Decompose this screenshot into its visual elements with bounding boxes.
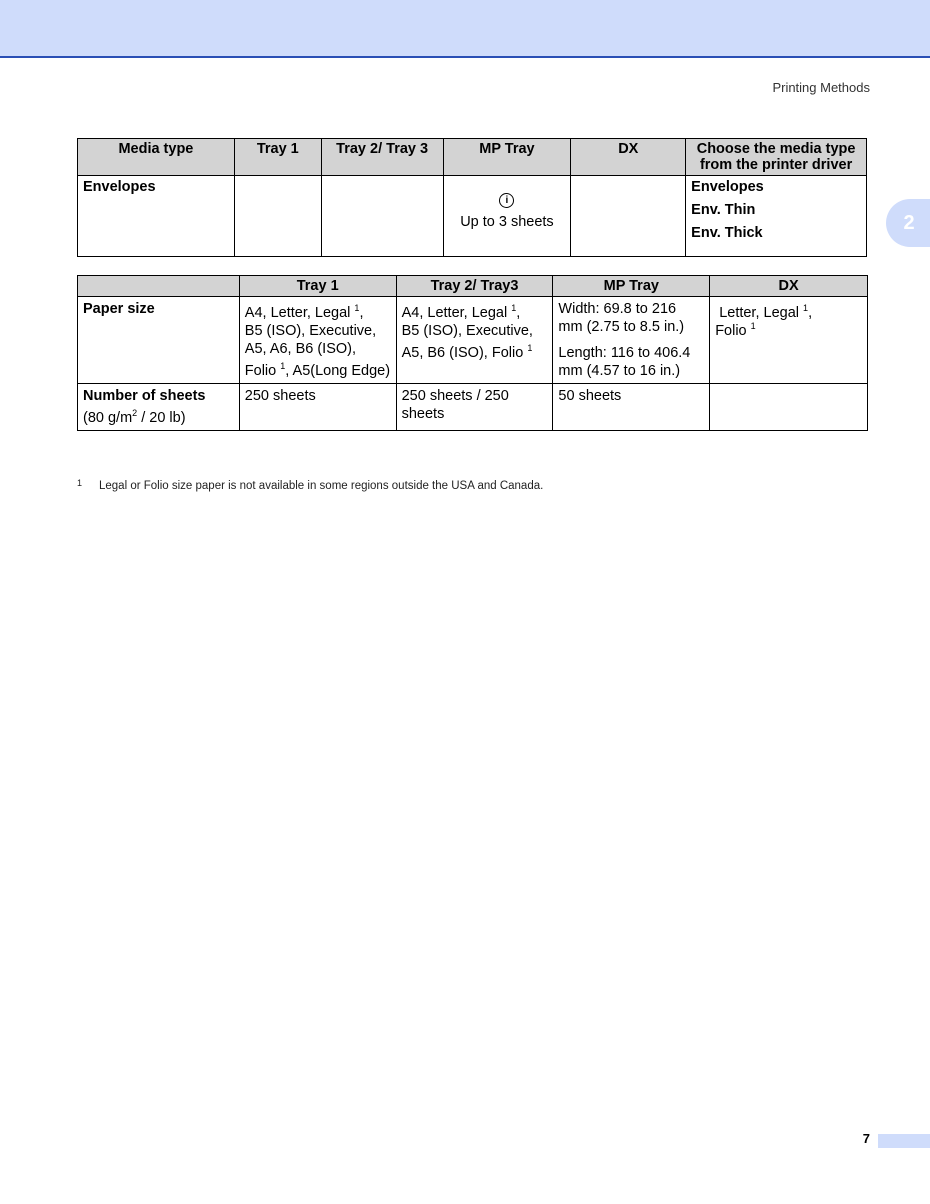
table-row <box>78 384 868 431</box>
media-envelopes: Envelopes <box>78 176 235 257</box>
col-mp-tray: MP Tray <box>443 139 571 176</box>
footnote-ref: 1 <box>354 303 360 314</box>
col-dx: DX <box>571 139 686 176</box>
col-mp-tray: MP Tray <box>553 276 710 297</box>
col-tray1: Tray 1 <box>234 139 321 176</box>
table-row <box>78 176 867 257</box>
col-media-type: Media type <box>78 139 235 176</box>
info-icon: i <box>499 193 514 208</box>
table-row <box>78 297 868 384</box>
row-label-paper-size: Paper size <box>78 297 240 384</box>
col-tray23: Tray 2/ Tray 3 <box>321 139 443 176</box>
cell-tray1-sizes: A4, Letter, Legal $^1$, B5 (ISO), Executive, A5, A6, B6 (ISO), Folio $^1$, A5(Long Edge) <box>239 297 396 384</box>
table-header-row <box>78 276 868 297</box>
driver-option: Envelopes <box>691 179 764 195</box>
cell-mp-sheets: 50 sheets <box>553 384 710 431</box>
cell-dx <box>571 176 686 257</box>
driver-option: Env. Thick <box>691 225 763 241</box>
cell-tray23-sheets: 250 sheets / 250 sheets <box>396 384 553 431</box>
media-type-table <box>77 138 867 257</box>
section-title: Printing Methods <box>772 80 870 95</box>
mp-length: Length: 116 to 406.4 mm (4.57 to 16 in.) <box>558 345 691 379</box>
col-blank <box>78 276 240 297</box>
footnote-ref: 1 <box>803 303 809 314</box>
col-driver: Choose the media type from the printer driver <box>686 139 867 176</box>
col-tray23: Tray 2/ Tray3 <box>396 276 553 297</box>
footnote-marker: 1 <box>77 478 83 488</box>
col-tray1: Tray 1 <box>239 276 396 297</box>
mp-width: Width: 69.8 to 216 mm (2.75 to 8.5 in.) <box>558 301 685 335</box>
cell-mp-sizes <box>553 297 710 384</box>
page-number: 7 <box>862 1131 870 1146</box>
col-dx: DX <box>710 276 868 297</box>
cell-driver <box>686 176 867 257</box>
page-number-bar <box>878 1134 930 1148</box>
cell-dx-sheets <box>710 384 868 431</box>
cell-tray1-sheets: 250 sheets <box>239 384 396 431</box>
footnote-text: Legal or Folio size paper is not available in some regions outside the USA and Canada. <box>99 480 544 492</box>
cell-tray23-sizes: A4, Letter, Legal $^1$, B5 (ISO), Executive, A5, B6 (ISO), Folio $^1$ <box>396 297 553 384</box>
footnote-ref: 1 <box>511 303 517 314</box>
cell-mp-tray <box>443 176 571 257</box>
chapter-tab: 2 <box>886 199 930 247</box>
footnote-ref: 1 <box>750 321 756 332</box>
cell-tray1 <box>234 176 321 257</box>
driver-option: Env. Thin <box>691 202 756 218</box>
mp-capacity: Up to 3 sheets <box>460 214 554 230</box>
footnote-ref: 1 <box>527 343 533 354</box>
table-header-row <box>78 139 867 176</box>
cell-dx-sizes: Letter, Legal $^1$, Folio $^1$ <box>710 297 868 384</box>
cell-tray23 <box>321 176 443 257</box>
header-band <box>0 0 930 58</box>
footnote-ref: 1 <box>280 361 286 372</box>
row-label-sheets: Number of sheets (80 $g/m^2 / 20$ lb) <box>78 384 240 431</box>
paper-size-table <box>77 275 868 431</box>
